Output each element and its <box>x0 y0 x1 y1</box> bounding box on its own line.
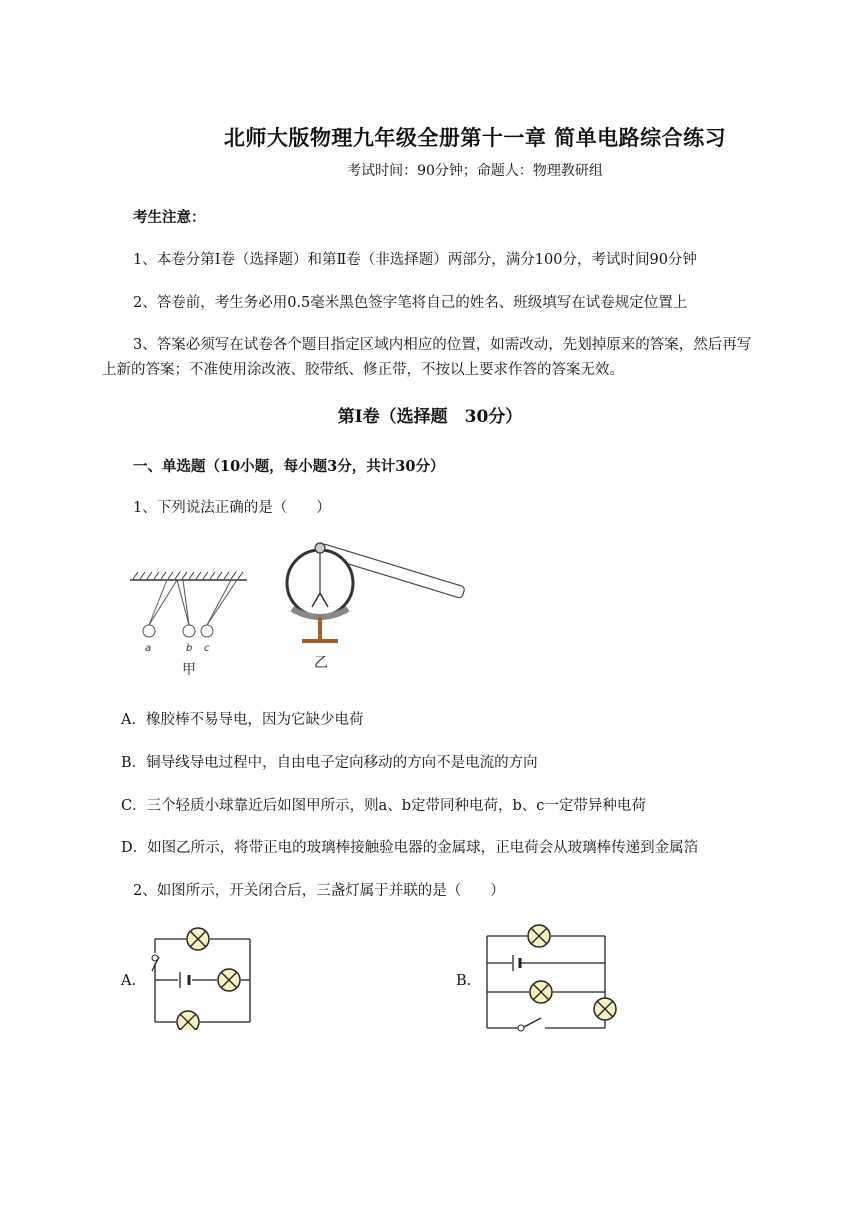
q2-stem: 2、如图所示，开关闭合后，三盏灯属于并联的是（ ） <box>133 883 505 899</box>
notice-heading: 考生注意： <box>133 209 206 226</box>
section-title: 第Ⅰ卷（选择题 30分） <box>337 407 523 427</box>
figure-jia <box>125 570 260 680</box>
ball-label-b: b <box>186 643 193 654</box>
lamp-icon <box>177 1011 199 1030</box>
notice-item-2: 2、答卷前，考生务必用0.5毫米黑色签字笔将自己的姓名、班级填写在试卷规定位置上 <box>133 295 688 311</box>
ball-b <box>183 625 195 637</box>
lamp-icon <box>187 928 209 950</box>
part-heading: 一、单选题（10小题，每小题3分，共计30分） <box>133 458 445 475</box>
q1-option-b: B．铜导线导电过程中，自由电子定向移动的方向不是电流的方向 <box>121 755 538 771</box>
circuit-b <box>475 920 625 1035</box>
page-title: 北师大版物理九年级全册第十一章 简单电路综合练习 <box>223 125 727 150</box>
q2-option-b-label: B. <box>456 973 472 989</box>
q1-option-c: C．三个轻质小球靠近后如图甲所示，则a、b定带同种电荷，b、c一定带异种电荷 <box>121 798 646 814</box>
q2-option-a-label: A. <box>121 973 137 989</box>
figure-yi-label: 乙 <box>314 655 328 671</box>
figure-jia-label: 甲 <box>182 662 196 678</box>
exam-info: 考试时间：90分钟；命题人：物理教研组 <box>347 163 603 179</box>
lamp-icon <box>594 998 616 1020</box>
q1-stem: 1、下列说法正确的是（ ） <box>133 500 331 516</box>
ball-a <box>143 625 155 637</box>
notice-item-3: 3、答案必须写在试卷各个题目指定区域内相应的位置，如需改动，先划掉原来的答案，然后再写 <box>133 337 752 353</box>
ball-label-a: a <box>145 643 152 654</box>
notice-item-3-cont: 上新的答案；不准使用涂改液、胶带纸、修正带，不按以上要求作答的答案无效。 <box>102 362 624 378</box>
circuit-a <box>140 925 260 1030</box>
q1-option-d: D．如图乙所示，将带正电的玻璃棒接触验电器的金属球，正电荷会从玻璃棒传递到金属箔 <box>121 840 699 856</box>
ball-label-c: c <box>204 643 210 654</box>
metal-ball <box>315 543 325 553</box>
lamp-icon <box>218 969 240 991</box>
lamp-icon <box>528 925 550 947</box>
notice-item-1: 1、本卷分第Ⅰ卷（选择题）和第Ⅱ卷（非选择题）两部分，满分100分，考试时间90分钟 <box>133 252 697 268</box>
ball-c <box>201 625 213 637</box>
figure-yi <box>280 535 475 680</box>
q1-option-a: A．橡胶棒不易导电，因为它缺少电荷 <box>121 712 364 728</box>
lamp-icon <box>530 981 552 1003</box>
